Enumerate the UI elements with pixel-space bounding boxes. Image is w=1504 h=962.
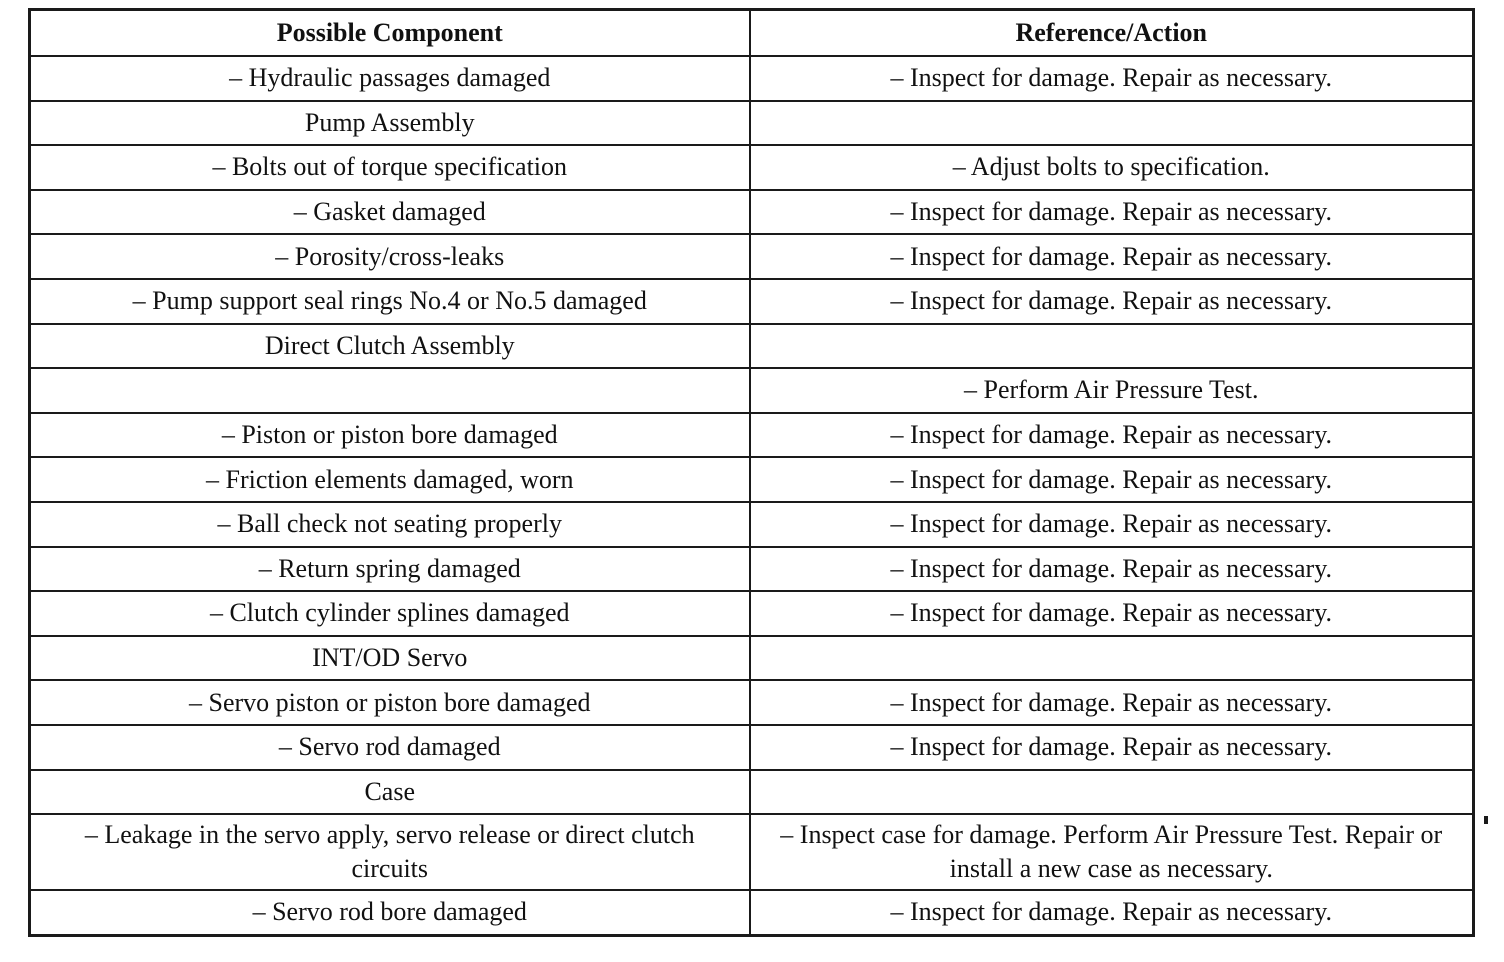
component-cell: – Return spring damaged bbox=[30, 547, 750, 592]
component-cell: – Hydraulic passages damaged bbox=[30, 56, 750, 101]
component-cell: – Bolts out of torque specification bbox=[30, 145, 750, 190]
diagnostic-table-container bbox=[28, 8, 1472, 937]
table-row bbox=[30, 725, 1474, 770]
component-cell: – Ball check not seating properly bbox=[30, 502, 750, 547]
table-row bbox=[30, 636, 1474, 681]
action-cell: – Adjust bolts to specification. bbox=[750, 145, 1474, 190]
table-row bbox=[30, 591, 1474, 636]
table-row bbox=[30, 324, 1474, 369]
component-cell: – Piston or piston bore damaged bbox=[30, 413, 750, 458]
component-cell: – Clutch cylinder splines damaged bbox=[30, 591, 750, 636]
action-cell: – Inspect for damage. Repair as necessary. bbox=[750, 547, 1474, 592]
action-cell: – Inspect for damage. Repair as necessary. bbox=[750, 56, 1474, 101]
action-cell bbox=[750, 324, 1474, 369]
table-row bbox=[30, 770, 1474, 815]
section-heading-cell: Pump Assembly bbox=[30, 101, 750, 146]
component-cell: – Friction elements damaged, worn bbox=[30, 457, 750, 502]
component-cell: – Porosity/cross-leaks bbox=[30, 234, 750, 279]
action-cell bbox=[750, 101, 1474, 146]
component-cell: – Servo rod bore damaged bbox=[30, 890, 750, 935]
action-cell: – Inspect for damage. Repair as necessary. bbox=[750, 234, 1474, 279]
action-cell bbox=[750, 770, 1474, 815]
table-row bbox=[30, 457, 1474, 502]
section-heading-cell: INT/OD Servo bbox=[30, 636, 750, 681]
action-cell: – Inspect for damage. Repair as necessary. bbox=[750, 413, 1474, 458]
component-cell: – Pump support seal rings No.4 or No.5 damaged bbox=[30, 279, 750, 324]
action-cell: – Inspect for damage. Repair as necessary. bbox=[750, 591, 1474, 636]
table-row bbox=[30, 279, 1474, 324]
table-row bbox=[30, 190, 1474, 235]
header-possible-component: Possible Component bbox=[30, 10, 750, 57]
diagnostic-table bbox=[28, 8, 1475, 937]
action-cell: – Perform Air Pressure Test. bbox=[750, 368, 1474, 413]
header-reference-action: Reference/Action bbox=[750, 10, 1474, 57]
table-row bbox=[30, 101, 1474, 146]
table-row bbox=[30, 368, 1474, 413]
action-cell bbox=[750, 636, 1474, 681]
component-cell: – Servo rod damaged bbox=[30, 725, 750, 770]
component-cell: – Servo piston or piston bore damaged bbox=[30, 680, 750, 725]
action-cell: – Inspect for damage. Repair as necessary. bbox=[750, 279, 1474, 324]
table-row bbox=[30, 413, 1474, 458]
action-cell: – Inspect for damage. Repair as necessary. bbox=[750, 725, 1474, 770]
action-cell: – Inspect for damage. Repair as necessary. bbox=[750, 502, 1474, 547]
action-cell: – Inspect for damage. Repair as necessary. bbox=[750, 190, 1474, 235]
table-row bbox=[30, 814, 1474, 890]
table-row bbox=[30, 56, 1474, 101]
table-row bbox=[30, 890, 1474, 935]
section-heading-cell: Case bbox=[30, 770, 750, 815]
component-cell bbox=[30, 368, 750, 413]
action-cell: – Inspect for damage. Repair as necessary. bbox=[750, 457, 1474, 502]
action-cell: – Inspect for damage. Repair as necessary. bbox=[750, 680, 1474, 725]
table-row bbox=[30, 145, 1474, 190]
section-heading-cell: Direct Clutch Assembly bbox=[30, 324, 750, 369]
table-row bbox=[30, 547, 1474, 592]
table-header bbox=[30, 10, 1474, 57]
component-cell: – Gasket damaged bbox=[30, 190, 750, 235]
action-cell: – Inspect for damage. Repair as necessary. bbox=[750, 890, 1474, 935]
table-row bbox=[30, 234, 1474, 279]
table-body bbox=[30, 56, 1474, 935]
table-row bbox=[30, 502, 1474, 547]
header-row bbox=[30, 10, 1474, 57]
component-cell: – Leakage in the servo apply, servo release or direct clutch circuits bbox=[30, 814, 750, 890]
table-row bbox=[30, 680, 1474, 725]
scan-edge-mark bbox=[1484, 816, 1488, 824]
action-cell: – Inspect case for damage. Perform Air Pressure Test. Repair or install a new case as necessary. bbox=[750, 814, 1474, 890]
